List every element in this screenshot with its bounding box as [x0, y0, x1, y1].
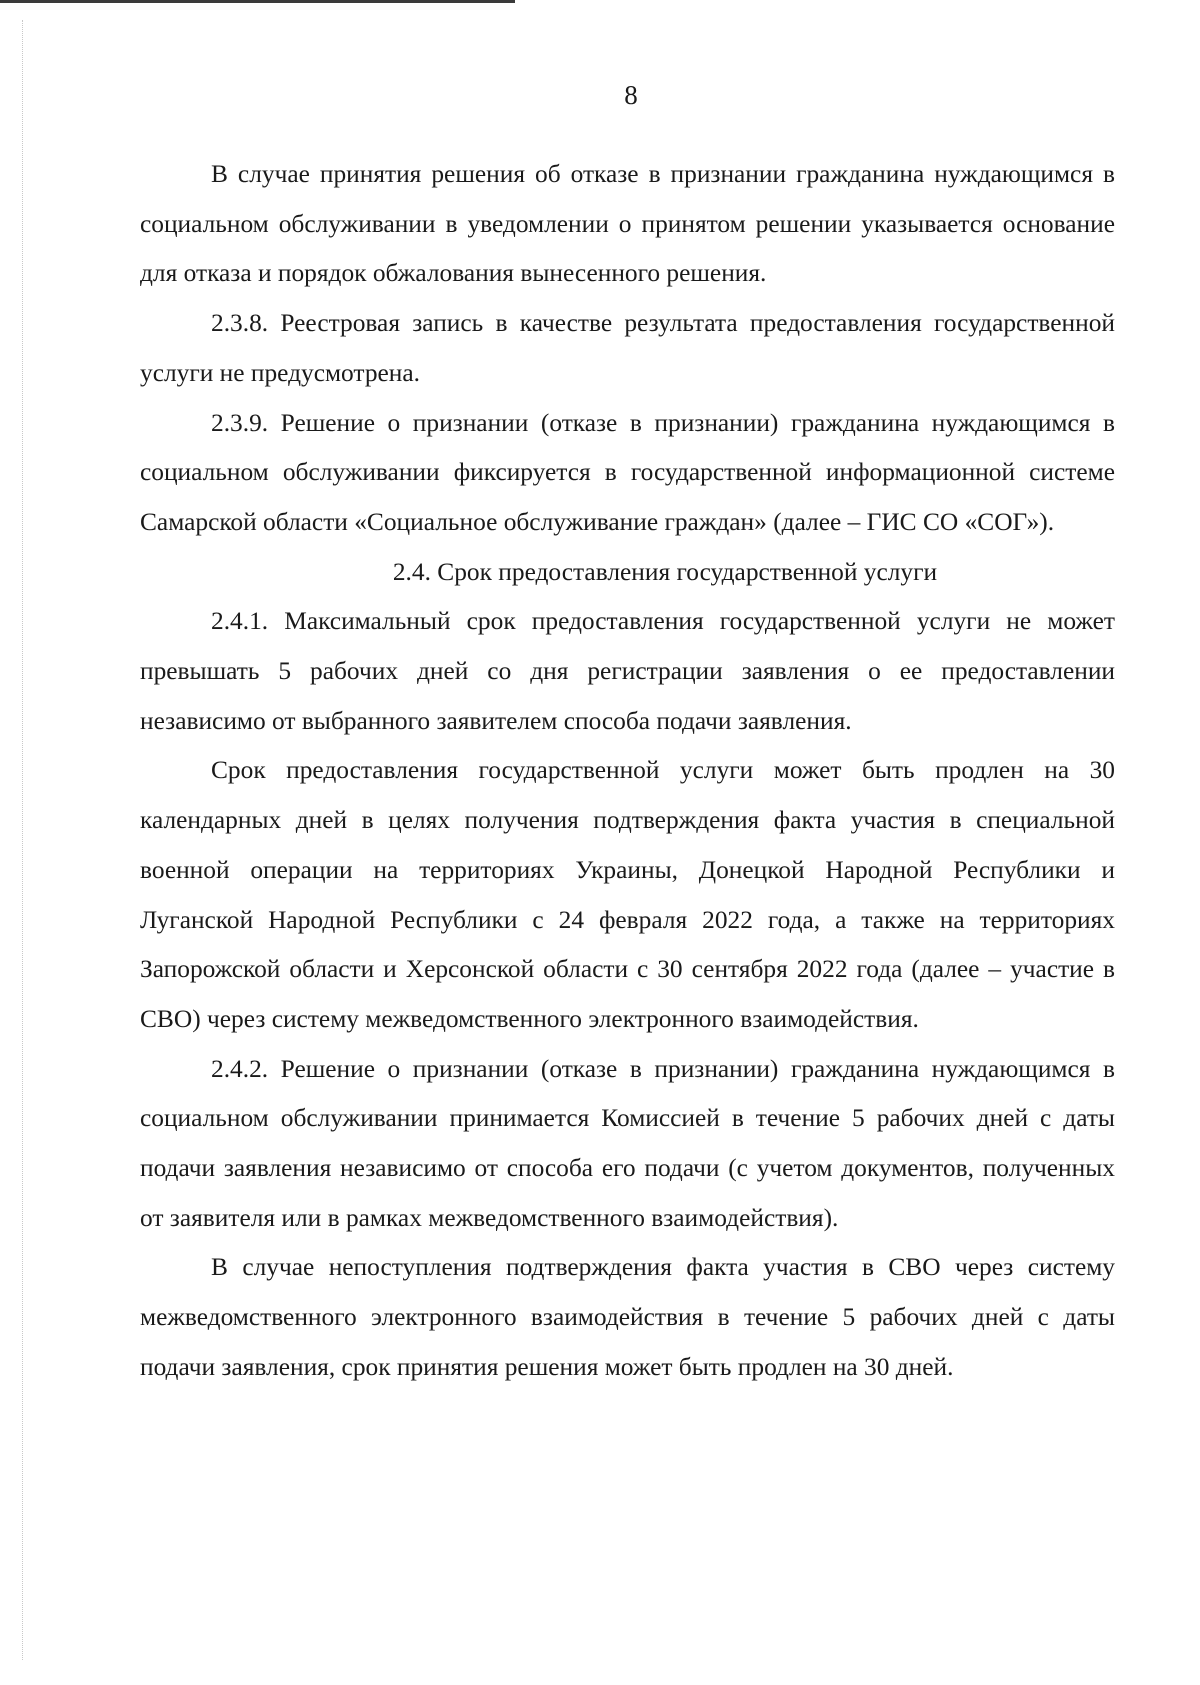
clause-2-4-2: 2.4.2. Решение о признании (отказе в признании) гражданина нуждающимся в социальном обслуживании принимается Комиссией в течение 5 рабочих дней с даты подачи заявления независимо от способа его подачи (с учетом документов, полученных от заявителя или в рамках межведомственного взаимодействия). [140, 1054, 1115, 1232]
page-number: 8 [624, 80, 638, 110]
clause-2-3-8: 2.3.8. Реестровая запись в качестве результата предоставления государственной услуги не предусмотрена. [140, 309, 1115, 387]
paragraph-refusal-notice: В случае принятия решения об отказе в признании гражданина нуждающимся в социальном обслуживании в уведомлении о принятом решении указывается основание для отказа и порядок обжалования вынесенного решения. [140, 160, 1115, 288]
clause-2-4-1: 2.4.1. Максимальный срок предоставления государственной услуги не может превышать 5 рабочих дней со дня регистрации заявления о ее предоставлении независимо от выбранного заявителем способа подачи заявления. [140, 607, 1115, 735]
clause-2-3-9: 2.3.9. Решение о признании (отказе в признании) гражданина нуждающимся в социальном обслуживании фиксируется в государственной информационной системе Самарской области «Социальное обслуживание граждан» (далее – ГИС СО «СОГ»). [140, 408, 1115, 536]
paragraph-svo-confirmation: В случае непоступления подтверждения факта участия в СВО через систему межведомственного электронного взаимодействия в течение 5 рабочих дней с даты подачи заявления, срок принятия решения может быть продлен на 30 дней. [140, 1253, 1115, 1381]
paragraph-term-extension: Срок предоставления государственной услуги может быть продлен на 30 календарных дней в целях получения подтверждения факта участия в специальной военной операции на территориях Украины, Донецкой Народной Республики и Луганской Народной Республики с 24 февраля 2022 года, а также на территориях Запорожской области и Херсонской области с 30 сентября 2022 года (далее – участие в СВО) через систему межведомственного электронного взаимодействия. [140, 756, 1115, 1033]
top-scan-rule [0, 0, 515, 3]
document-body [140, 150, 1115, 1393]
scan-edge-marks [22, 20, 23, 1660]
section-heading-2-4: 2.4. Срок предоставления государственной услуги [392, 557, 938, 586]
